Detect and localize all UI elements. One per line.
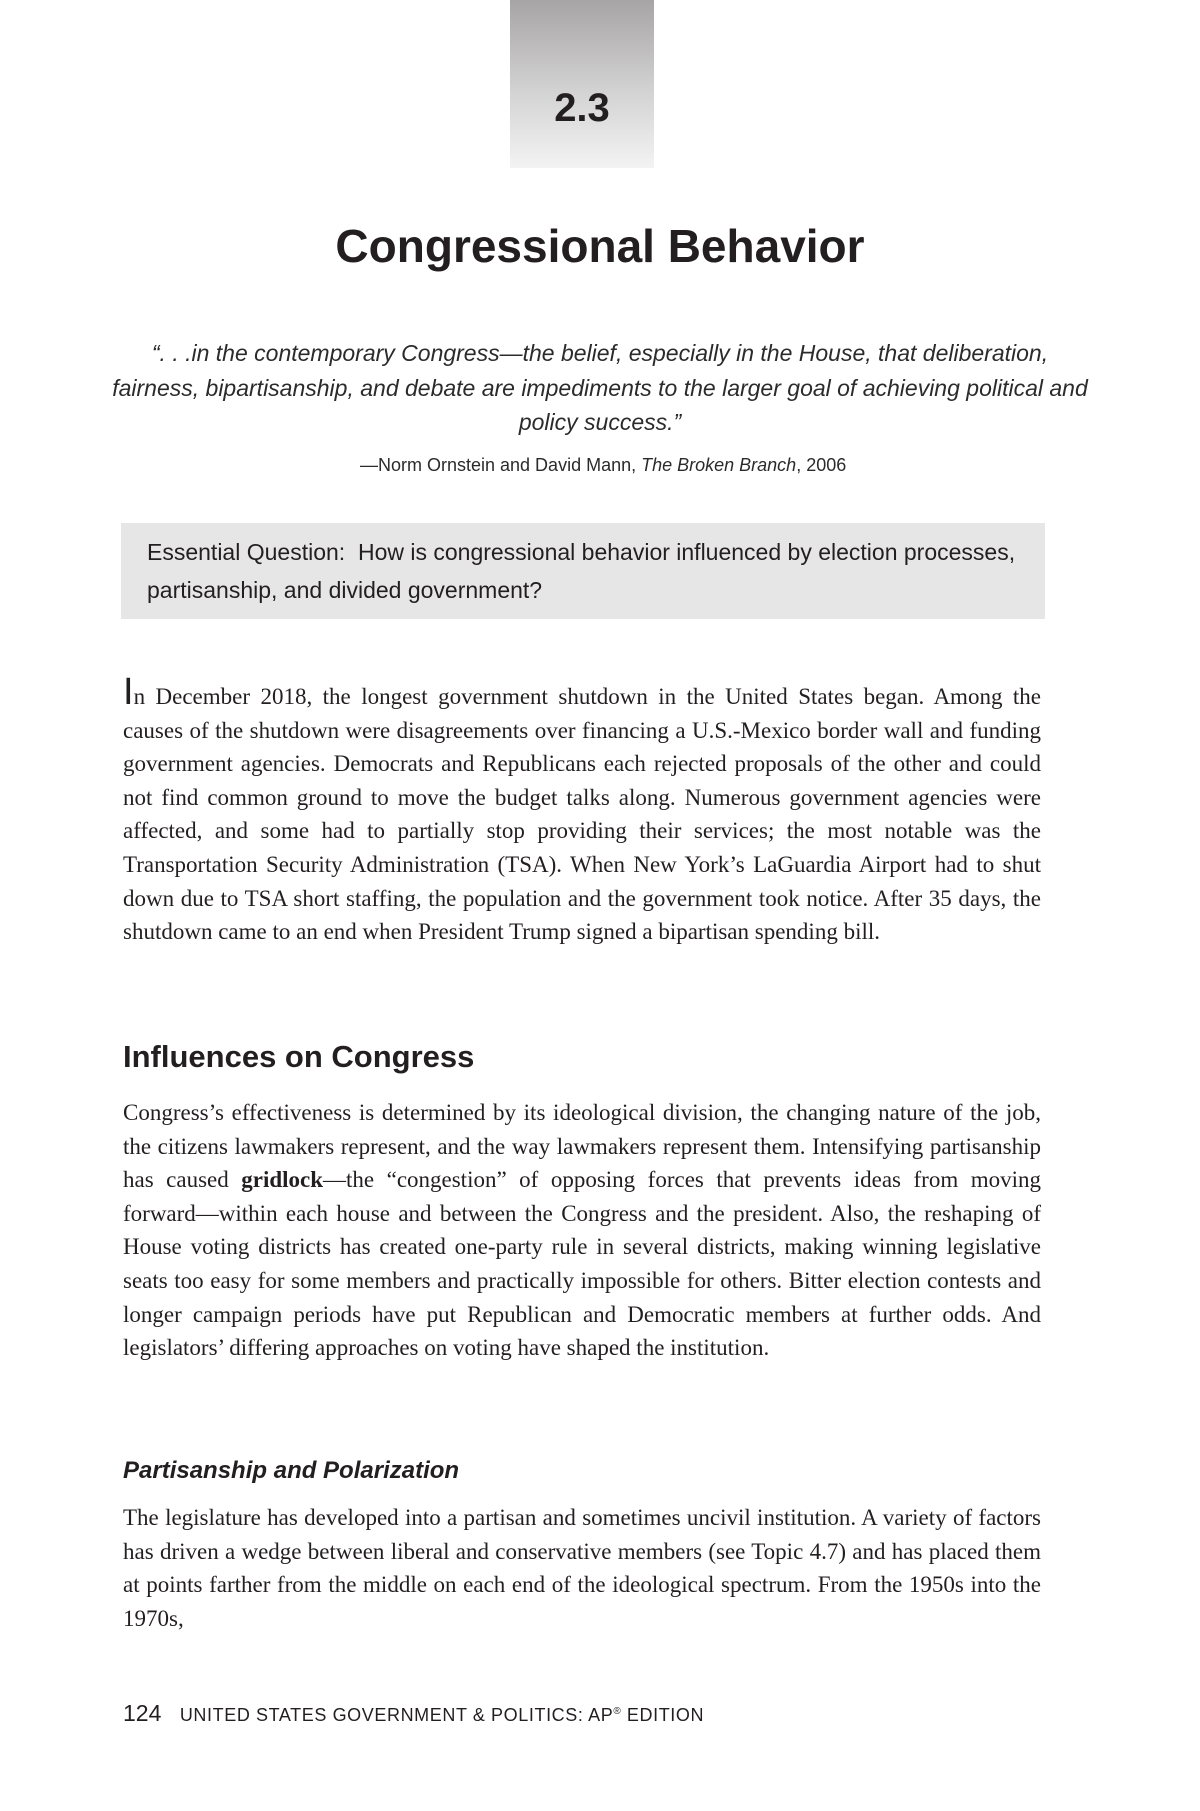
book-title-main: UNITED STATES GOVERNMENT & POLITICS: AP (179, 1705, 614, 1725)
section-number: 2.3 (554, 86, 610, 130)
essential-question-label: Essential Question (147, 539, 339, 565)
essential-question-separator: : (338, 539, 358, 565)
partisanship-paragraph: The legislature has developed into a partisan and sometimes uncivil institution. A variety of factors has driven a wedge between liberal and conservative members (see Topic 4.7) and has placed them at points farther from the middle on each end of the ideological spectrum. From the 1950s into the 1970s, (123, 1505, 1041, 1631)
attribution-work: The Broken Branch (641, 455, 797, 475)
epigraph-attribution (360, 452, 1060, 478)
essential-question-text: How is congressional behavior influenced by election processes, partisanship, and divided government? (147, 539, 1016, 603)
influences-text-before: Congress’s effectiveness is determined by its ideological division, the changing nature of the job, the citizens lawmakers represent, and the way lawmakers represent them. Intensifying partisanship has caused (123, 1100, 1041, 1193)
attribution-suffix: , 2006 (796, 455, 847, 475)
drop-cap: I (123, 671, 134, 713)
section-title: Congressional Behavior (335, 220, 865, 272)
attribution-prefix: —Norm Ornstein and David Mann, (360, 455, 642, 475)
page-number: 124 (123, 1700, 162, 1726)
intro-text: n December 2018, the longest government shutdown in the United States began. Among the causes of the shutdown were disagreements over financing a U.S.-Mexico border wall and funding government agencies. Democrats and Republicans each rejected proposals of the other and could not find common ground to move the budget talks along. Numerous government agencies were affected, and some had to partially stop providing their services; the most notable was the Transportation Security Administration (TSA). When New York’s LaGuardia Airport had to shut down due to TSA short staffing, the population and the government took notice. After 35 days, the shutdown came to an end when President Trump signed a bipartisan spending bill. (123, 684, 1041, 945)
epigraph-quote: “. . .in the contemporary Congress—the belief, especially in the House, that deliberation, fairness, bipartisanship, and debate are impediments to the larger goal of achieving political and policy success.” (112, 340, 1088, 435)
book-title (180, 1705, 704, 1725)
page-footer (123, 1700, 704, 1727)
intro-paragraph (123, 671, 1041, 949)
section-number-tab (510, 0, 654, 168)
essential-question-box (121, 523, 1045, 619)
influences-text-after: —the “congestion” of opposing forces that prevents ideas from moving forward—within each house and between the Congress and the president. Also, the reshaping of House voting districts has created one-party rule in several districts, making winning legislative seats too easy for some members and practically impossible for others. Bitter election contests and longer campaign periods have put Republican and Democratic members at further odds. And legislators’ differing approaches on voting have shaped the institution. (123, 1167, 1041, 1361)
heading-partisanship-and-polarization: Partisanship and Polarization (123, 1457, 460, 1484)
heading-influences-on-congress: Influences on Congress (123, 1039, 475, 1074)
influences-paragraph (123, 1096, 1041, 1365)
registered-mark: ® (613, 1706, 622, 1717)
book-title-suffix: EDITION (621, 1705, 705, 1725)
term-gridlock: gridlock (241, 1167, 324, 1193)
